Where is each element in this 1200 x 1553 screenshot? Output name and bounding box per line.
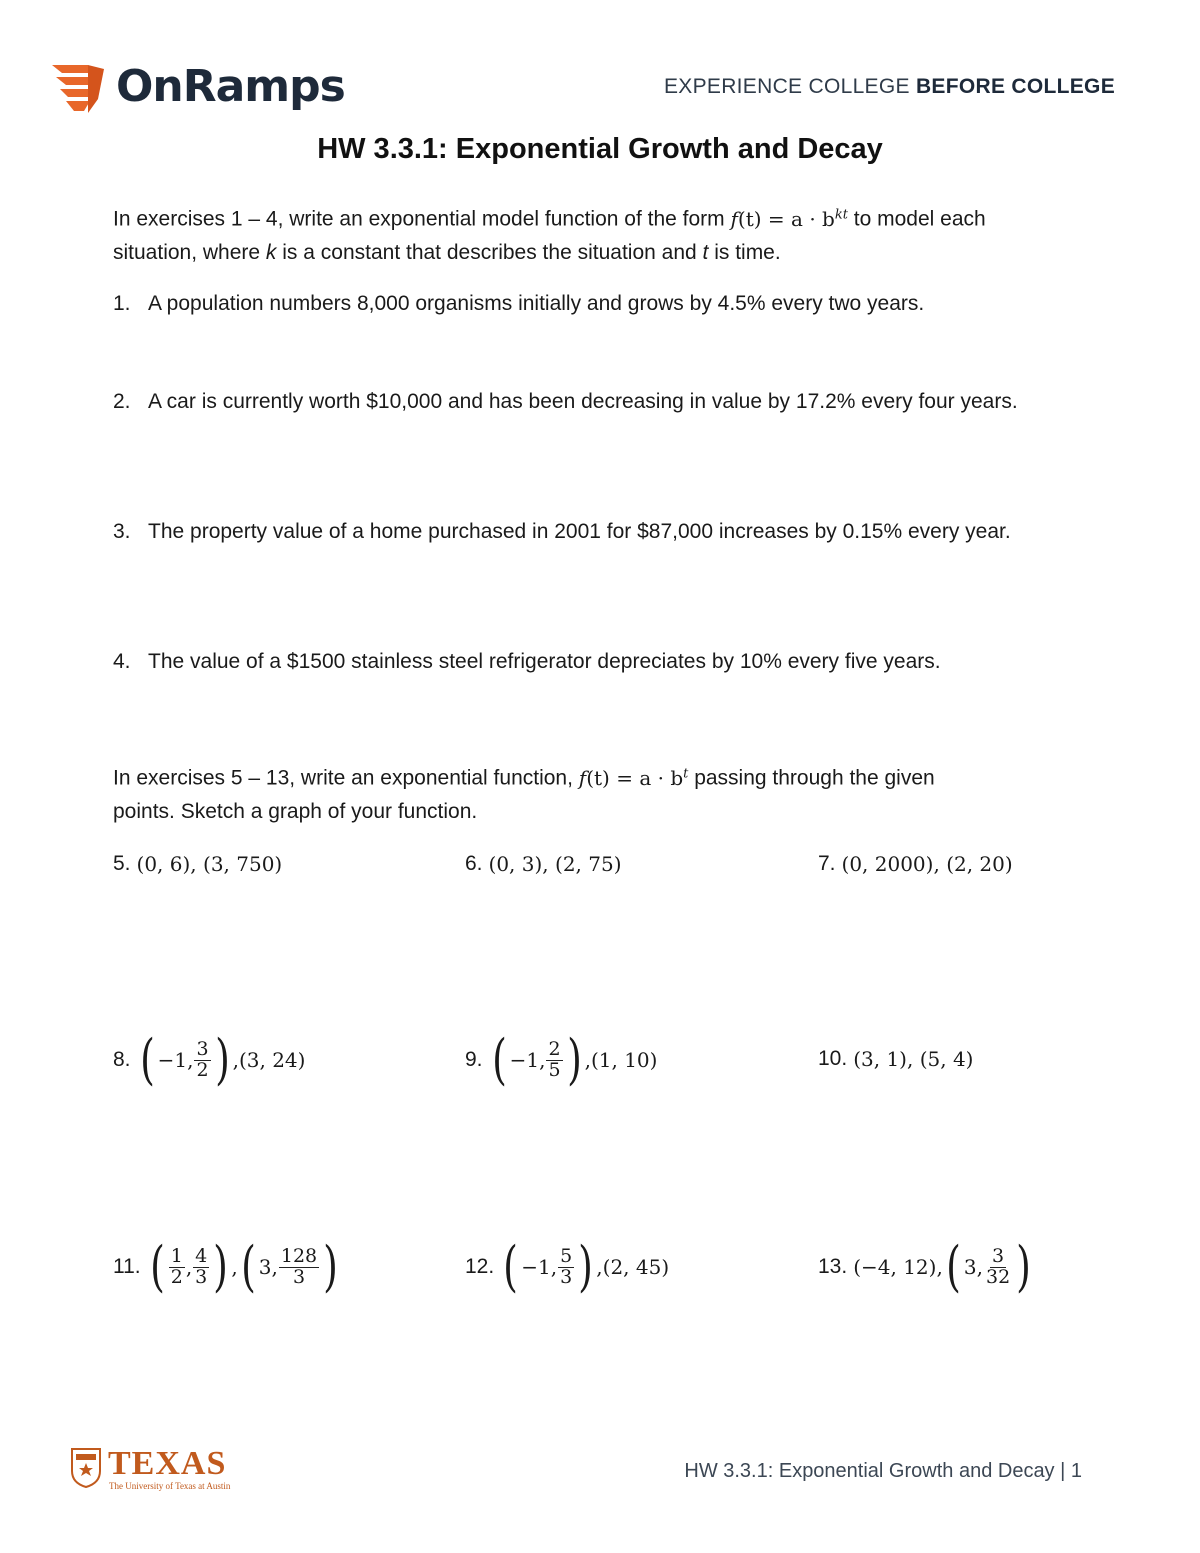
exercise-4: 4. The value of a $1500 stainless steel refrigerator depreciates by 10% every five years. xyxy=(113,650,941,673)
exercise-1: 1. A population numbers 8,000 organisms initially and grows by 4.5% every two years. xyxy=(113,292,925,315)
texas-subtitle: The University of Texas at Austin xyxy=(109,1481,231,1491)
exercise-6: 6. (0, 3) , (2, 75) xyxy=(465,852,622,876)
brand-name: OnRamps xyxy=(116,61,345,112)
exercise-10: 10. (3, 1) , (5, 4) xyxy=(818,1047,974,1071)
var-k: k xyxy=(265,240,277,264)
exercise-7: 7. (0, 2000) , (2, 20) xyxy=(818,852,1013,876)
model-formula: $f(t) = a \cdot b^{kt}$ xyxy=(730,206,848,231)
texas-wordmark: TEXAS xyxy=(108,1445,227,1482)
exercise-12: 12. ( −1, $\frac{5}{3}$ ) , (2, 45) xyxy=(465,1235,670,1298)
exp-formula: $f(t) = a \cdot b^t$ xyxy=(578,765,689,790)
tagline-bold: BEFORE COLLEGE xyxy=(915,75,1115,98)
page-title: HW 3.3.1: Exponential Growth and Decay xyxy=(317,133,883,165)
onramps-mark-icon xyxy=(48,55,112,119)
exercise-5: 5. (0, 6) , (3, 750) xyxy=(113,852,283,876)
var-t: t xyxy=(702,240,709,264)
exercise-3: 3. The property value of a home purchased in 2001 for $87,000 increases by 0.15% every year. xyxy=(113,520,1011,543)
tagline xyxy=(664,75,1115,99)
exercise-13: 13. (−4, 12) , ( 3, $\frac{3}{32}$ ) xyxy=(818,1235,1032,1298)
texas-logo xyxy=(70,1445,240,1495)
intro-instructions-1: In exercises 1 – 4, write an exponential model function of the form $f(t) = a \cdot b^{kt}$ to model each situation, where k is a constant that describes the situation and t is time. xyxy=(113,206,986,264)
onramps-logo xyxy=(48,52,345,122)
exercise-11: 11. ( $\frac{1}{2}$ , $\frac{4}{3}$ ) , ( 3, $\frac{128}{3}$ ) xyxy=(113,1235,339,1298)
exercise-2: 2. A car is currently worth $10,000 and has been decreasing in value by 17.2% every four years. xyxy=(113,390,1018,413)
intro1-text-end: to model each xyxy=(847,207,986,231)
exercise-8: 8. ( −1, $\frac{3}{2}$ ) , (3, 24) xyxy=(113,1028,306,1091)
intro1-text: In exercises 1 – 4, write an exponential model function of the form xyxy=(113,207,725,231)
intro-instructions-2: In exercises 5 – 13, write an exponential function, $f(t) = a \cdot b^t$ passing through the given points. Sketch a graph of your function. xyxy=(113,765,935,823)
ut-seal-icon xyxy=(70,1447,102,1489)
page-footer-label: HW 3.3.1: Exponential Growth and Decay | 1 xyxy=(684,1460,1082,1482)
exercise-9: 9. ( −1, $\frac{2}{5}$ ) , (1, 10) xyxy=(465,1028,658,1091)
tagline-light: EXPERIENCE COLLEGE xyxy=(663,75,910,98)
